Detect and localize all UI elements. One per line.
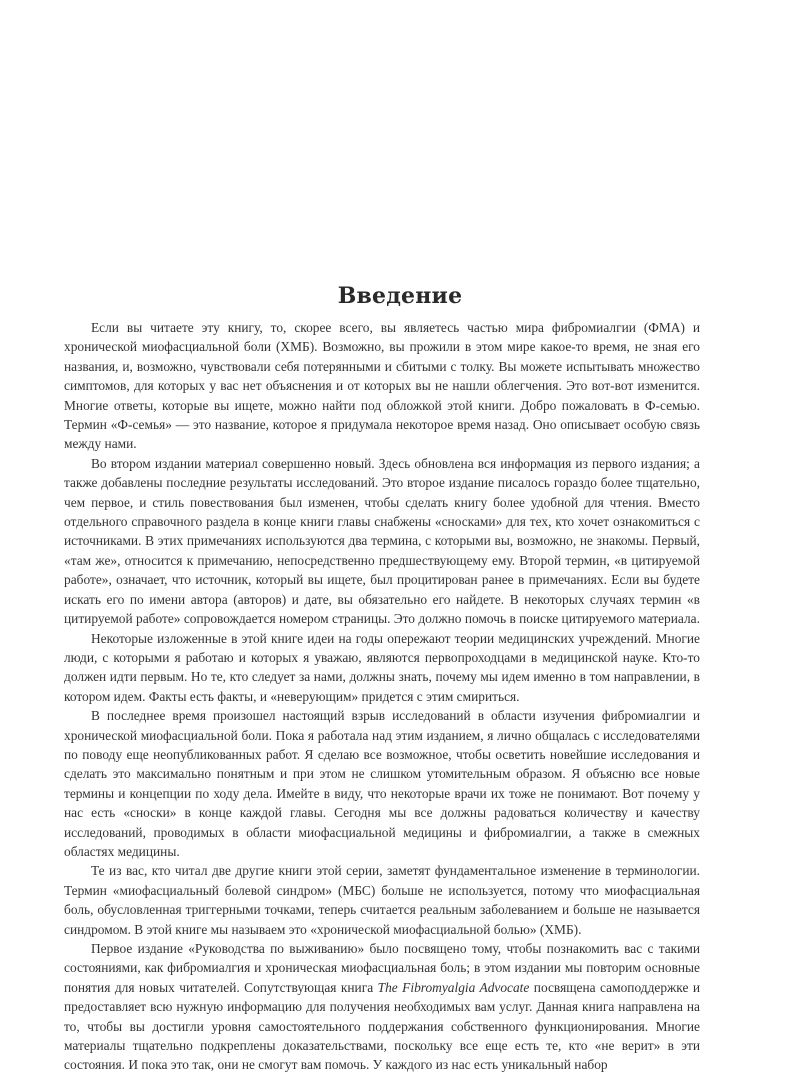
chapter-title: Введение bbox=[337, 282, 463, 309]
paragraph-6-text-after: посвящена самоподдержке и предоставляет всю нужную информацию для получения необходимых вам услуг. Данная книга направлена на то, чтобы вы достигли уровня самостоятельного поддержания собственного функционирования. Многие материалы тщательно подкреплены доказательствами, поскольку все еще есть те, кто «не верит» в эти состояния. И пока это так, они не смогут вам помочь. У каждого из нас есть уникальный набор bbox=[64, 979, 701, 1073]
book-title-italic: The Fibromyalgia Advocate bbox=[377, 979, 530, 995]
paragraph-3: Некоторые изложенные в этой книге идеи на годы опережают теории медицинских учреждений. Многие люди, с которыми я работаю и которых я уважаю, являются первопроходцами в медицинской науке. Кто-то должен идти первым. Но те, кто следует за нами, должны знать, почему мы идем именно в том направлении, в котором идем. Факты есть факты, и «неверующим» придется с этим смириться. bbox=[64, 630, 700, 704]
paragraph-1: Если вы читаете эту книгу, то, скорее всего, вы являетесь частью мира фибромиалгии (ФМА) и хронической миофасциальной боли (ХМБ). Возможно, вы прожили в этом мире какое-то время, не зная его названия, и, возможно, чувствовали себя потерянными и сбитыми с толку. Вы можете испытывать множество симптомов, для которых у вас нет объяснения и от которых вы не нашли облегчения. Это вот-вот изменится. Многие ответы, которые вы ищете, можно найти под обложкой этой книги. Добро пожаловать в Ф-семью. Термин «Ф-семья» — это название, которое я придумала некоторое время назад. Оно описывает особую связь между нами. bbox=[64, 320, 700, 452]
paragraph-5: Те из вас, кто читал две другие книги этой серии, заметят фундаментальное изменение в терминологии. Термин «миофасциальный болевой синдром» (МБС) больше не используется, потому что миофасциальная боль, обусловленная триггерными точками, теперь считается реальным заболеванием и больше не называется синдромом. В этой книге мы называем это «хронической миофасциальной болью» (ХМБ). bbox=[64, 863, 700, 937]
paragraph-6 bbox=[64, 939, 700, 1075]
paragraph-2: Во втором издании материал совершенно новый. Здесь обновлена вся информация из первого издания; а также добавлены последние результаты исследований. Это второе издание писалось гораздо более тщательно, чем первое, и стиль повествования был изменен, чтобы сделать книгу более удобной для чтения. Вместо отдельного справочного раздела в конце книги главы снабжены «сносками» для тех, кто хочет ознакомиться с источниками. В этих примечаниях используются два термина, с которыми вы, возможно, не знакомы. Первый, «там же», относится к примечанию, непосредственно предшествующему ему. Второй термин, «в цитируемой работе», означает, что источник, который вы ищете, был процитирован ранее в примечаниях. Если вы будете искать его по имени автора (авторов) и дате, вы обязательно его найдете. В некоторых случаях термин «в цитируемой работе» сопровождается номером страницы. Это должно помочь в поиске цитируемого материала. bbox=[64, 455, 700, 627]
paragraph-6-text-before: Первое издание «Руководства по выживанию» было посвящено тому, чтобы познакомить вас с такими состояниями, как фибромиалгия и хроническая миофасциальная боль; в этом издании мы повторим основные понятия для новых читателей. Сопутствующая книга bbox=[64, 941, 700, 995]
chapter-body bbox=[64, 318, 700, 1075]
paragraph-4: В последнее время произошел настоящий взрыв исследований в области изучения фибромиалгии и хронической миофасциальной боли. Пока я работала над этим изданием, я лично общалась с исследователями по поводу еще неопубликованных работ. Я сделаю все возможное, чтобы осветить новейшие исследования и сделать это максимально понятным и при этом не слишком утомительным образом. Я объясню все новые термины и концепции по ходу дела. Имейте в виду, что некоторые врачи их тоже не понимают. Вот почему у нас есть «сноски» в конце каждой главы. Сегодня мы все должны радоваться количеству и качеству исследований, проводимых в области миофасциальной медицины и фибромиалгии, а также в смежных областях медицины. bbox=[64, 708, 700, 859]
